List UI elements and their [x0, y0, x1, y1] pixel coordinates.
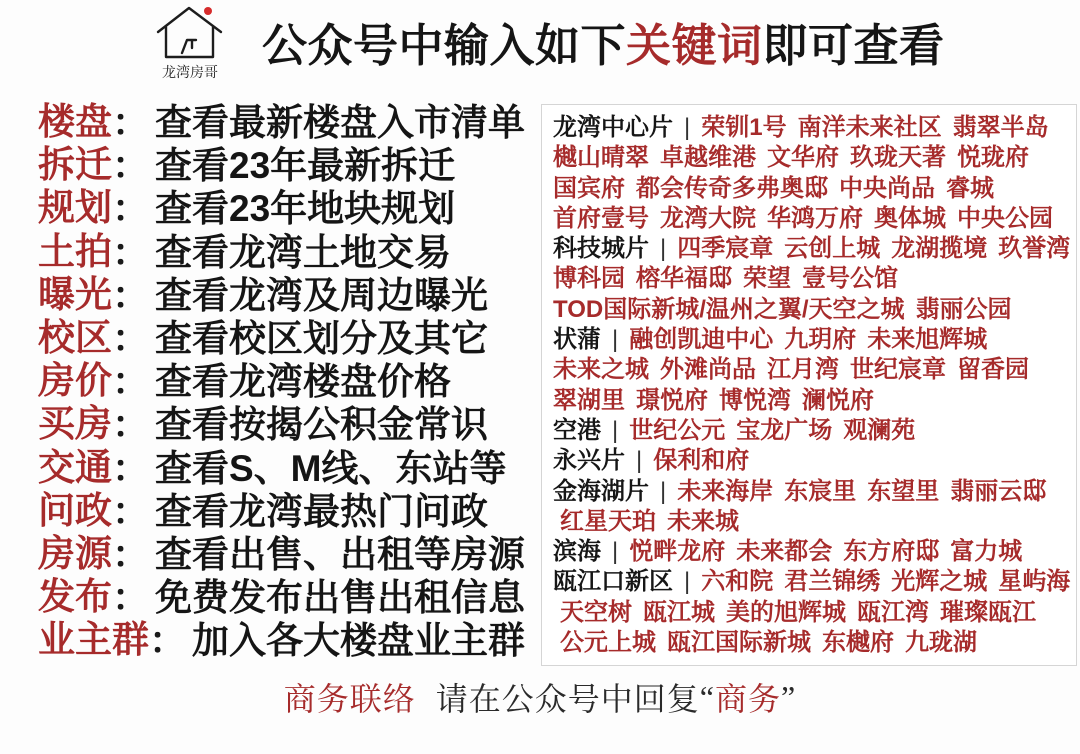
- project-name: 世纪宸章: [850, 356, 946, 384]
- keyword: 房源: [38, 533, 112, 575]
- keyword-colon: ：: [149, 620, 186, 662]
- project-name: 保利和府: [653, 447, 750, 475]
- project-name: 龙湖揽境: [891, 235, 988, 263]
- project-name: 光辉之城: [891, 568, 988, 596]
- keyword: 校区: [38, 317, 112, 359]
- keyword-row: [38, 317, 533, 360]
- project-name: 东方府邸: [843, 538, 940, 566]
- keyword-description: 查看龙湾及周边曝光: [155, 274, 488, 316]
- keyword-colon: ：: [112, 533, 149, 575]
- keyword-description: 查看最新楼盘入市清单: [155, 102, 525, 143]
- keyword-description: 免费发布出售出租信息: [155, 577, 525, 619]
- project-name: 奥体城: [874, 204, 946, 232]
- project-name: 玖誉湾: [998, 235, 1071, 263]
- district-row: [553, 234, 1076, 264]
- keyword-description: 查看校区划分及其它: [155, 317, 488, 359]
- keyword-row: [38, 274, 533, 317]
- keyword-colon: ：: [112, 145, 149, 187]
- district-row: [553, 295, 1076, 325]
- project-name: 翠湖里: [553, 386, 625, 414]
- project-name: 未来旭辉城: [867, 326, 988, 354]
- project-name: 六和院: [701, 568, 774, 596]
- project-name: 未来都会: [736, 538, 833, 566]
- keyword: 发布: [38, 577, 112, 619]
- keyword-row: [38, 447, 533, 490]
- district-divider: |: [612, 416, 619, 444]
- project-name: 观澜苑: [843, 416, 916, 444]
- project-name: 君兰锦绣: [784, 568, 881, 596]
- project-name: 荣望: [743, 265, 791, 293]
- project-name: 华鸿万府: [767, 204, 863, 232]
- district-row: [553, 264, 1076, 294]
- keyword-row: [38, 101, 533, 144]
- keyword: 交通: [38, 447, 112, 489]
- keyword-row: [38, 144, 533, 187]
- project-name: 东樾府: [822, 629, 894, 657]
- brand-logo: [154, 3, 226, 85]
- project-name: 江月湾: [767, 356, 839, 384]
- keyword-row: [38, 360, 533, 403]
- title-highlight: 关键词: [626, 20, 763, 71]
- project-name: 璀璨瓯江: [940, 598, 1036, 626]
- district-divider: |: [660, 235, 667, 263]
- district-row: [553, 386, 1076, 416]
- district-name: 空港: [553, 416, 601, 444]
- keyword-row: [38, 403, 533, 446]
- district-row: [553, 355, 1076, 385]
- district-row: [553, 416, 1076, 446]
- keyword-colon: ：: [112, 361, 149, 403]
- project-name: 龙湾大院: [660, 204, 756, 232]
- district-name: 状蒲: [553, 326, 601, 354]
- project-name: 澜悦府: [802, 386, 874, 414]
- keyword-row: [38, 576, 533, 619]
- project-name: 未来海岸: [677, 477, 774, 505]
- keyword-description: 查看23年地块规划: [155, 188, 456, 230]
- project-name: 瓯江城: [643, 598, 715, 626]
- district-divider: |: [612, 538, 619, 566]
- keyword-description: 查看龙湾土地交易: [155, 231, 451, 273]
- district-row: [553, 537, 1076, 567]
- district-divider: |: [612, 326, 619, 354]
- project-name: 云创上城: [784, 235, 881, 263]
- district-divider: |: [684, 114, 691, 141]
- keyword: 房价: [38, 361, 112, 403]
- project-name: 荣钏1号: [701, 114, 787, 141]
- project-name: 璟悦府: [636, 386, 708, 414]
- project-name: 瓯江湾: [857, 598, 929, 626]
- keyword-description: 查看S、M线、东站等: [155, 447, 507, 489]
- house-icon: [154, 3, 226, 61]
- keyword-colon: ：: [112, 490, 149, 532]
- reply-instruction: 请在公众号中回复: [435, 681, 700, 717]
- district-name: 龙湾中心片: [553, 114, 673, 141]
- page-title: [262, 20, 945, 72]
- project-name: 公元上城: [560, 629, 656, 657]
- title-text-start: 公众号中输入如下: [262, 20, 627, 71]
- project-name: 博科园: [553, 265, 625, 293]
- keyword-colon: ：: [112, 404, 149, 446]
- sun-dot-icon: [204, 7, 212, 15]
- district-divider: |: [660, 477, 667, 505]
- keyword-row: [38, 187, 533, 230]
- project-name: 红星天珀: [560, 507, 656, 535]
- project-name: 翡丽云邸: [950, 477, 1047, 505]
- project-name: 玖珑天著: [850, 144, 946, 172]
- project-name: 星屿海: [998, 568, 1071, 596]
- project-name: 悦珑府: [957, 144, 1029, 172]
- title-text-end: 即可查看: [762, 20, 945, 71]
- district-row: [553, 507, 1076, 537]
- keyword-colon: ：: [112, 188, 149, 230]
- keyword-description: 查看龙湾楼盘价格: [155, 361, 451, 403]
- district-name: 滨海: [553, 538, 601, 566]
- project-name: 博悦湾: [719, 386, 791, 414]
- project-name: 留香园: [957, 356, 1029, 384]
- project-name: 四季宸章: [677, 235, 774, 263]
- district-row: [553, 204, 1076, 234]
- keyword: 土拍: [38, 231, 112, 273]
- project-name: 九珑湖: [905, 629, 977, 657]
- keyword: 买房: [38, 404, 112, 446]
- project-name: 南洋未来社区: [797, 114, 942, 141]
- keyword-description: 查看按揭公积金常识: [155, 404, 488, 446]
- keyword: 拆迁: [38, 145, 112, 187]
- reply-keyword: 商务: [715, 681, 782, 717]
- project-name: 东宸里: [784, 477, 857, 505]
- district-name: 瓯江口新区: [553, 568, 673, 596]
- district-panel: [541, 104, 1077, 666]
- project-name: 文华府: [767, 144, 839, 172]
- keyword-colon: ：: [112, 231, 149, 273]
- district-name: 永兴片: [553, 447, 625, 475]
- brand-name: 龙湾房哥: [162, 65, 218, 81]
- business-contact-label: 商务联络: [283, 681, 416, 717]
- project-name: 九玥府: [784, 326, 857, 354]
- keyword: 曝光: [38, 274, 112, 316]
- project-name: 国宾府: [553, 174, 625, 202]
- open-quote: “: [699, 678, 715, 715]
- district-row: [553, 567, 1076, 597]
- project-name: 东望里: [867, 477, 940, 505]
- district-row: [553, 628, 1076, 658]
- keyword-colon: ：: [112, 102, 149, 143]
- district-row: [553, 143, 1076, 173]
- district-row: [553, 325, 1076, 355]
- keyword-list: [38, 101, 533, 662]
- keyword-row: [38, 490, 533, 533]
- project-name: 美的旭辉城: [726, 598, 846, 626]
- keyword-description: 查看23年最新拆迁: [155, 145, 456, 187]
- keyword-colon: ：: [112, 317, 149, 359]
- keyword-colon: ：: [112, 577, 149, 619]
- project-name: 翡翠半岛: [952, 114, 1049, 141]
- district-row: [553, 113, 1076, 143]
- keyword-description: 加入各大楼盘业主群: [192, 620, 525, 662]
- project-name: 榕华福邸: [636, 265, 732, 293]
- project-name: 外滩尚品: [660, 356, 756, 384]
- project-name: 悦畔龙府: [629, 538, 726, 566]
- keyword: 规划: [38, 188, 112, 230]
- district-row: [553, 477, 1076, 507]
- district-divider: |: [636, 447, 643, 475]
- keyword: 楼盘: [38, 102, 112, 143]
- project-name: 翡丽公园: [915, 295, 1012, 323]
- project-name: 睿城: [946, 174, 994, 202]
- project-name: 未来之城: [553, 356, 649, 384]
- keyword-row: [38, 533, 533, 576]
- project-name: 天空树: [560, 598, 632, 626]
- project-name: 宝龙广场: [736, 416, 833, 444]
- project-name: TOD国际新城/温州之翼/天空之城: [553, 295, 905, 323]
- district-name: 金海湖片: [553, 477, 649, 505]
- keyword-colon: ：: [112, 447, 149, 489]
- close-quote: ”: [781, 678, 797, 715]
- district-name: 科技城片: [553, 235, 649, 263]
- project-name: 融创凯迪中心: [629, 326, 774, 354]
- district-divider: |: [684, 568, 691, 596]
- project-name: 世纪公元: [629, 416, 726, 444]
- keyword-description: 查看出售、出租等房源: [155, 533, 525, 575]
- project-name: 樾山晴翠: [553, 144, 649, 172]
- project-name: 未来城: [667, 507, 739, 535]
- footer-contact: [0, 675, 1080, 719]
- project-name: 首府壹号: [553, 204, 649, 232]
- keyword-row: [38, 619, 533, 662]
- district-row: [553, 174, 1076, 204]
- keyword-description: 查看龙湾最热门问政: [155, 490, 488, 532]
- project-name: 中央尚品: [839, 174, 935, 202]
- project-name: 瓯江国际新城: [667, 629, 811, 657]
- project-name: 壹号公馆: [802, 265, 898, 293]
- keyword: 业主群: [38, 620, 149, 662]
- project-name: 都会传奇多弗奥邸: [636, 174, 828, 202]
- keyword-row: [38, 231, 533, 274]
- keyword-colon: ：: [112, 274, 149, 316]
- district-row: [553, 598, 1076, 628]
- project-name: 富力城: [950, 538, 1023, 566]
- project-name: 中央公园: [957, 204, 1053, 232]
- project-name: 卓越维港: [660, 144, 756, 172]
- keyword: 问政: [38, 490, 112, 532]
- district-row: [553, 446, 1076, 476]
